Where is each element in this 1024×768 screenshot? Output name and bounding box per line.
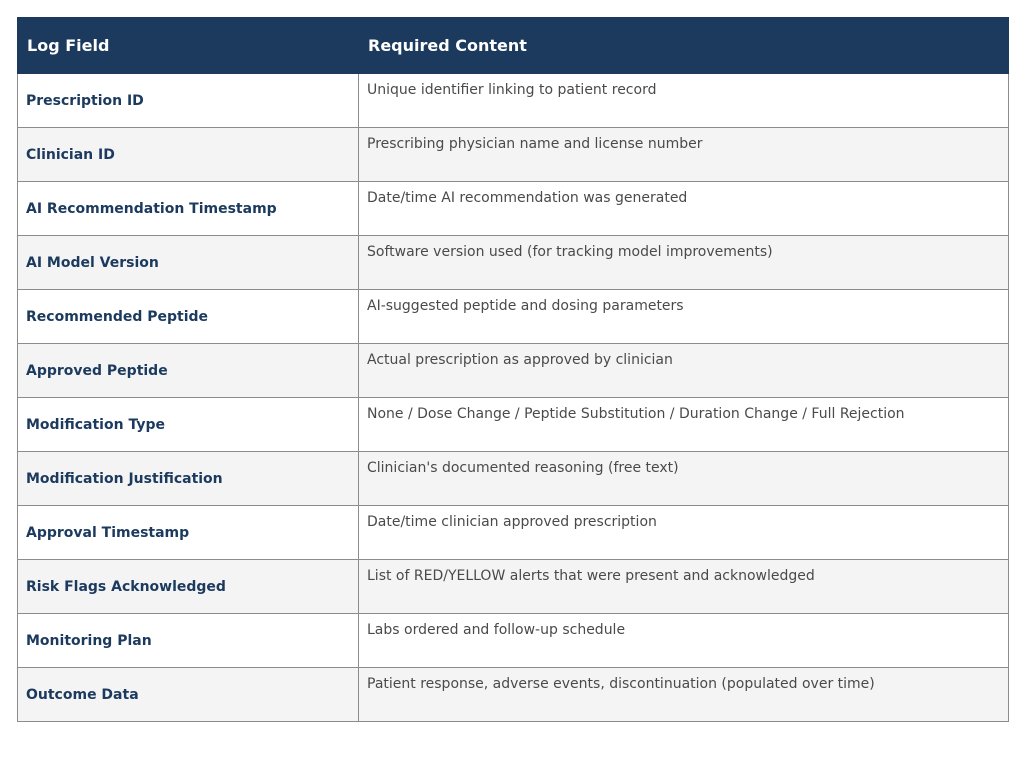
row-content-text: Labs ordered and follow-up schedule <box>359 614 1009 668</box>
table-row <box>18 128 1009 182</box>
row-field-label: Recommended Peptide <box>18 290 359 344</box>
row-content-text: Date/time AI recommendation was generated <box>359 182 1009 236</box>
row-content-text: Patient response, adverse events, discontinuation (populated over time) <box>359 668 1009 722</box>
table-header <box>18 18 1009 74</box>
table-row <box>18 344 1009 398</box>
row-field-label: Approval Timestamp <box>18 506 359 560</box>
row-field-label: Risk Flags Acknowledged <box>18 560 359 614</box>
header-log-field: Log Field <box>18 18 359 74</box>
row-content-text: Clinician's documented reasoning (free text) <box>359 452 1009 506</box>
table-row <box>18 452 1009 506</box>
table-row <box>18 182 1009 236</box>
row-field-label: Prescription ID <box>18 74 359 128</box>
row-field-label: Modification Type <box>18 398 359 452</box>
table-row <box>18 506 1009 560</box>
row-content-text: AI-suggested peptide and dosing parameters <box>359 290 1009 344</box>
table-row <box>18 236 1009 290</box>
row-content-text: List of RED/YELLOW alerts that were present and acknowledged <box>359 560 1009 614</box>
row-content-text: Software version used (for tracking model improvements) <box>359 236 1009 290</box>
row-content-text: Date/time clinician approved prescription <box>359 506 1009 560</box>
row-field-label: Clinician ID <box>18 128 359 182</box>
row-content-text: Unique identifier linking to patient record <box>359 74 1009 128</box>
row-field-label: AI Model Version <box>18 236 359 290</box>
row-field-label: Approved Peptide <box>18 344 359 398</box>
table-row <box>18 74 1009 128</box>
row-content-text: Actual prescription as approved by clinician <box>359 344 1009 398</box>
table-row <box>18 614 1009 668</box>
row-content-text: Prescribing physician name and license number <box>359 128 1009 182</box>
row-field-label: Outcome Data <box>18 668 359 722</box>
table-row <box>18 290 1009 344</box>
table-row <box>18 398 1009 452</box>
log-fields-table <box>17 17 1009 722</box>
header-required-content: Required Content <box>359 18 1009 74</box>
header-row <box>18 18 1009 74</box>
row-field-label: AI Recommendation Timestamp <box>18 182 359 236</box>
row-content-text: None / Dose Change / Peptide Substitution / Duration Change / Full Rejection <box>359 398 1009 452</box>
table-body <box>18 74 1009 722</box>
row-field-label: Modification Justification <box>18 452 359 506</box>
row-field-label: Monitoring Plan <box>18 614 359 668</box>
table-row <box>18 668 1009 722</box>
log-fields-table-container <box>17 17 1008 722</box>
table-row <box>18 560 1009 614</box>
